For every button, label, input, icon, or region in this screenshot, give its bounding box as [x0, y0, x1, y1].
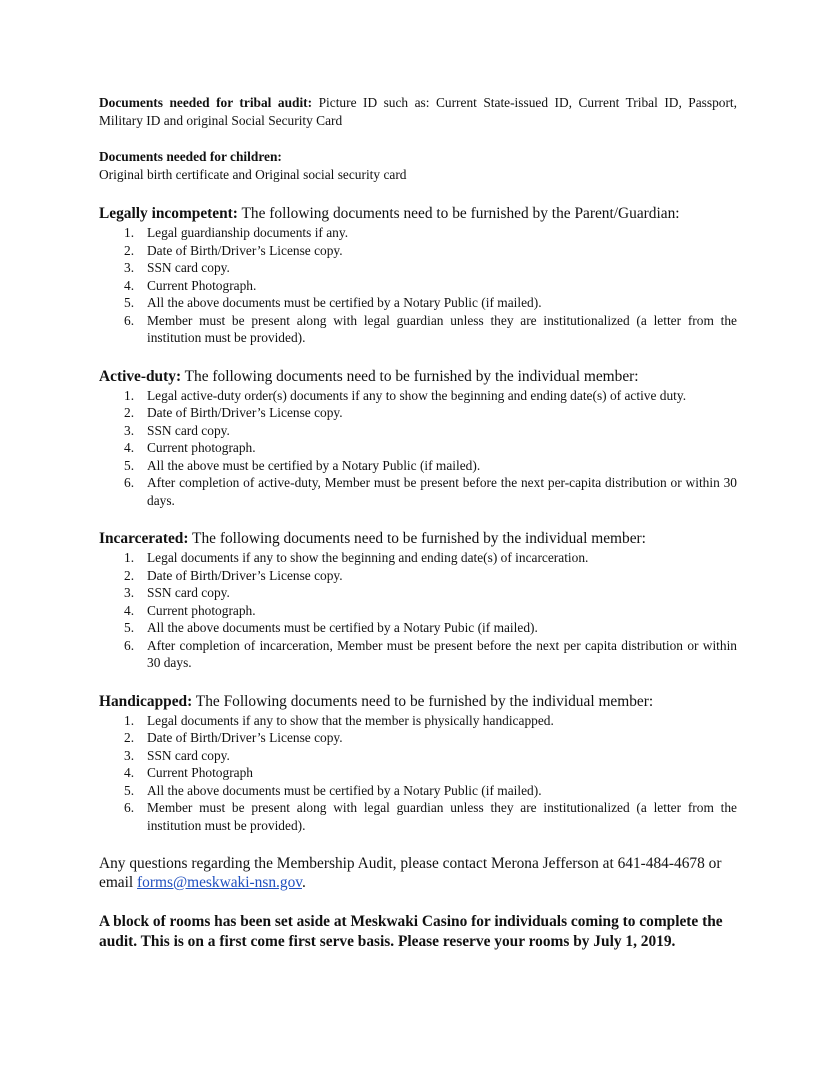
list-item: 3. SSN card copy.: [124, 585, 230, 600]
list-item: 2. Date of Birth/Driver’s License copy.: [124, 405, 343, 420]
children-text: Original birth certificate and Original social security card: [99, 167, 407, 182]
section-legally-incompetent: [99, 204, 737, 347]
document-page: [99, 94, 737, 967]
section-heading: [99, 367, 737, 386]
list-item: 3. SSN card copy.: [124, 747, 230, 763]
requirements-list: [99, 224, 737, 347]
section-intro: The following documents need to be furnished by the Parent/Guardian:: [237, 205, 680, 222]
list-item: 1. Legal guardianship documents if any.: [124, 225, 349, 240]
list-item: 1. Legal documents if any to show the beginning and ending date(s) of incarceration.: [124, 550, 589, 565]
rooms-notice: A block of rooms has been set aside at Meskwaki Casino for individuals coming to complete the audit. This is on a first come first serve basis. Please reserve your rooms by July 1, 2019.: [99, 913, 723, 950]
section-intro: The following documents need to be furnished by the individual member:: [181, 367, 639, 385]
section-term: Active-duty:: [99, 367, 182, 385]
tribal-audit-text: Picture ID such as: Current State-issued ID, Current Tribal ID, Passport, Military ID and original Social Security Card: [99, 95, 737, 128]
list-item: 3. SSN card copy.: [124, 422, 230, 438]
list-item: 2. Date of Birth/Driver’s License copy.: [124, 567, 343, 583]
section-handicapped: [99, 692, 737, 835]
contact-text: Any questions regarding the Membership Audit, please contact Merona Jefferson at 641-484-4678 or email: [99, 855, 722, 891]
list-item: 6. Member must be present along with legal guardian unless they are institutionalized (a letter from the institution must be provided).: [124, 312, 737, 345]
list-item: 1. Legal documents if any to show that the member is physically handicapped.: [124, 712, 554, 728]
section-intro: The following documents need to be furnished by the individual member:: [188, 530, 646, 547]
tribal-audit-label: Documents needed for tribal audit:: [99, 95, 313, 110]
list-item: 2. Date of Birth/Driver’s License copy.: [124, 730, 343, 745]
list-item: 3. SSN card copy.: [124, 260, 230, 275]
list-item: 4. Current Photograph.: [124, 277, 257, 293]
requirements-list: [99, 387, 737, 510]
contact-email-link[interactable]: forms@meskwaki-nsn.gov: [137, 874, 302, 891]
list-item: 6. Member must be present along with legal guardian unless they are institutionalized (a letter from the institution must be provided).: [124, 800, 737, 833]
contact-suffix: .: [301, 874, 306, 891]
section-heading: [99, 204, 737, 223]
list-item: 5. All the above documents must be certified by a Notary Public (if mailed).: [124, 295, 542, 310]
tribal-audit-paragraph: [99, 94, 737, 130]
section-intro: The Following documents need to be furnished by the individual member:: [192, 692, 654, 710]
section-incarcerated: [99, 529, 737, 672]
list-item: 5. All the above documents must be certified by a Notary Pubic (if mailed).: [124, 620, 538, 635]
section-term: Handicapped:: [99, 692, 193, 710]
list-item: 2. Date of Birth/Driver’s License copy.: [124, 242, 343, 258]
list-item: 1. Legal active-duty order(s) documents if any to show the beginning and ending date(s) of active duty.: [124, 387, 687, 403]
section-term: Incarcerated:: [99, 530, 189, 547]
list-item: 4. Current photograph.: [124, 602, 256, 618]
list-item: 4. Current photograph.: [124, 440, 256, 455]
list-item: 6. After completion of incarceration, Member must be present before the next per capita distribution or within 30 days.: [124, 637, 737, 670]
requirements-list: [99, 549, 737, 672]
section-heading: [99, 529, 737, 548]
section-term: Legally incompetent:: [99, 205, 238, 222]
requirements-list: [99, 712, 737, 835]
list-item: 4. Current Photograph: [124, 765, 253, 780]
list-item: 5. All the above must be certified by a Notary Public (if mailed).: [124, 457, 481, 473]
section-active-duty: [99, 367, 737, 510]
list-item: 6. After completion of active-duty, Member must be present before the next per-capita distribution or within 30 days.: [124, 475, 737, 508]
children-label: Documents needed for children:: [99, 149, 282, 164]
section-heading: [99, 692, 737, 711]
list-item: 5. All the above documents must be certified by a Notary Public (if mailed).: [124, 782, 542, 798]
contact-paragraph: [99, 854, 737, 892]
children-paragraph: [99, 148, 737, 184]
